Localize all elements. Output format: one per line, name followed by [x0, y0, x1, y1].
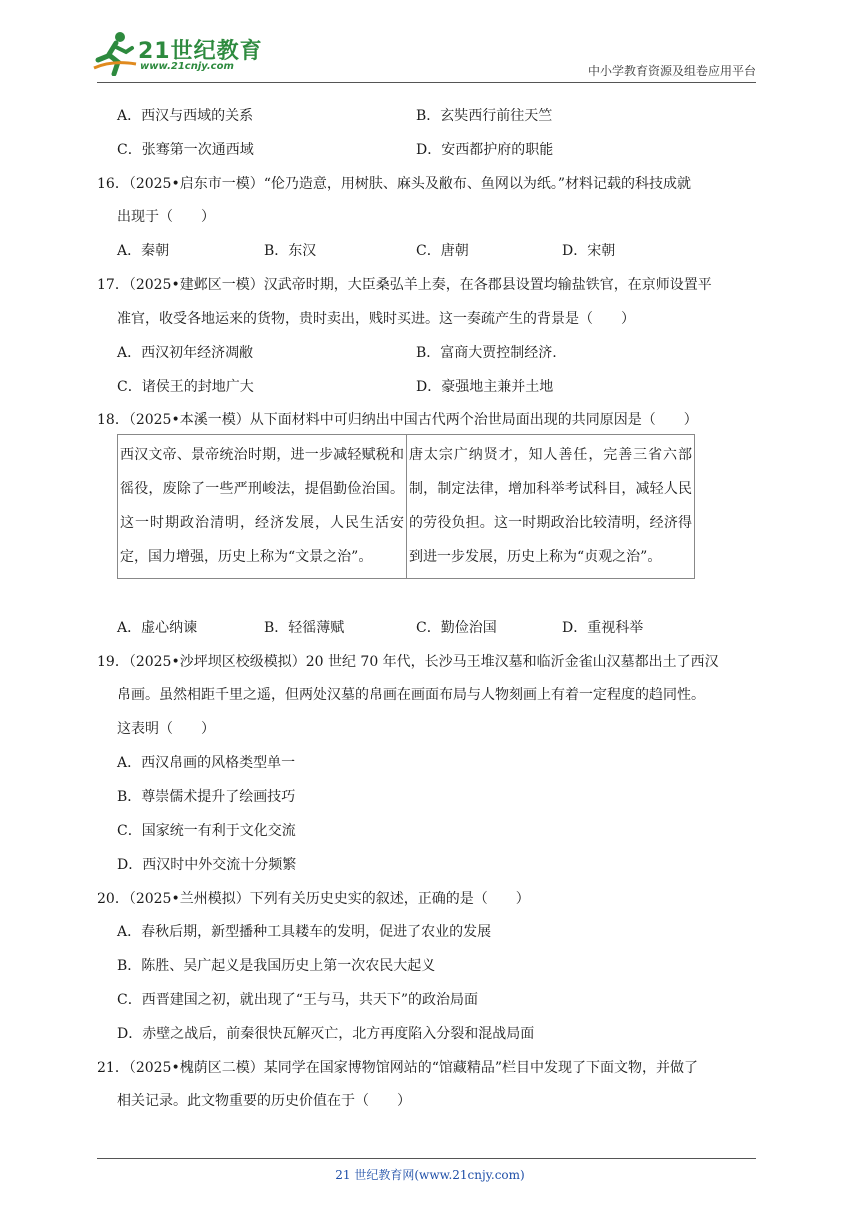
header-divider — [97, 82, 756, 83]
q17-option-c: C．诸侯王的封地广大 — [117, 379, 254, 395]
q18-option-c: C．勤俭治国 — [416, 620, 497, 636]
q20-option-c: C．西晋建国之初，就出现了“王与马，共天下”的政治局面 — [117, 992, 479, 1008]
q18-option-d: D．重视科举 — [562, 620, 644, 636]
logo-text: 21世纪教育 — [138, 39, 263, 64]
q19-option-b: B．尊崇儒术提升了绘画技巧 — [117, 789, 296, 805]
q16-stem-line2: 出现于（ ） — [117, 209, 215, 225]
q16-option-d: D．宋朝 — [562, 243, 616, 259]
q19-option-d: D．西汉时中外交流十分频繁 — [117, 857, 297, 873]
q19-stem-line1: 19．（2025•沙坪坝区校级模拟）20 世纪 70 年代，长沙马王堆汉墓和临沂金雀山汉墓都出土了西汉 — [97, 654, 719, 670]
site-logo[interactable] — [92, 30, 262, 78]
q19-stem-line3: 这表明（ ） — [117, 721, 215, 737]
q16-stem-line1: 16．（2025•启东市一模）“伦乃造意，用树肤、麻头及敝布、鱼网以为纸。”材料记载的科技成就 — [97, 176, 692, 192]
footer-divider — [97, 1158, 756, 1159]
q18-material-table — [117, 434, 695, 579]
q17-stem-line1: 17．（2025•建邺区一模）汉武帝时期，大臣桑弘羊上奏，在各郡县设置均输盐铁官，在京师设置平 — [97, 277, 712, 293]
q15-option-d: D．安西都护府的职能 — [416, 142, 554, 158]
q17-option-a: A．西汉初年经济凋敝 — [117, 345, 254, 361]
platform-slogan: 中小学教育资源及组卷应用平台 — [587, 64, 756, 78]
runner-icon — [92, 30, 138, 76]
q15-option-b: B．玄奘西行前往天竺 — [416, 108, 553, 124]
q16-option-a: A．秦朝 — [117, 243, 170, 259]
q20-option-b: B．陈胜、吴广起义是我国历史上第一次农民大起义 — [117, 958, 436, 974]
table-row — [118, 435, 695, 579]
q17-stem-line2: 准官，收受各地运来的货物，贵时卖出，贱时买进。这一奏疏产生的背景是（ ） — [117, 311, 635, 327]
q21-stem-line2: 相关记录。此文物重要的历史价值在于（ ） — [117, 1093, 411, 1109]
logo-url: www.21cnjy.com — [140, 61, 234, 72]
q18-option-b: B．轻徭薄赋 — [264, 620, 345, 636]
q19-option-c: C．国家统一有利于文化交流 — [117, 823, 296, 839]
q20-option-a: A．春秋后期，新型播种工具耧车的发明，促进了农业的发展 — [117, 924, 492, 940]
q15-option-c: C．张骞第一次通西域 — [117, 142, 254, 158]
q16-option-c: C．唐朝 — [416, 243, 469, 259]
q19-option-a: A．西汉帛画的风格类型单一 — [117, 755, 296, 771]
material-wenjing: 西汉文帝、景帝统治时期，进一步减轻赋税和徭役，废除了一些严刑峻法，提倡勤俭治国。这一时期政治清明，经济发展，人民生活安定，国力增强，历史上称为“文景之治”。 — [118, 435, 407, 579]
q16-option-b: B．东汉 — [264, 243, 317, 259]
q17-option-b: B．富商大贾控制经济. — [416, 345, 557, 361]
page-footer[interactable]: 21 世纪教育网(www.21cnjy.com) — [335, 1168, 525, 1182]
page-header — [0, 0, 860, 90]
q18-option-a: A．虚心纳谏 — [117, 620, 198, 636]
q21-stem-line1: 21．（2025•槐荫区二模）某同学在国家博物馆网站的“馆藏精品”栏目中发现了下面文物，并做了 — [97, 1060, 699, 1076]
q20-option-d: D．赤壁之战后，前秦很快瓦解灭亡，北方再度陷入分裂和混战局面 — [117, 1026, 535, 1042]
material-zhenguan: 唐太宗广纳贤才，知人善任，完善三省六部制，制定法律，增加科举考试科目，减轻人民的劳役负担。这一时期政治比较清明，经济得到进一步发展，历史上称为“贞观之治”。 — [407, 435, 695, 579]
q18-stem-line1: 18．（2025•本溪一模）从下面材料中可归纳出中国古代两个治世局面出现的共同原因是（ ） — [97, 412, 698, 428]
q20-stem-line1: 20．（2025•兰州模拟）下列有关历史史实的叙述，正确的是（ ） — [97, 891, 530, 907]
q19-stem-line2: 帛画。虽然相距千里之遥，但两处汉墓的帛画在画面布局与人物刻画上有着一定程度的趋同性。 — [117, 687, 705, 703]
q15-option-a: A．西汉与西域的关系 — [117, 108, 254, 124]
q17-option-d: D．豪强地主兼并土地 — [416, 379, 554, 395]
